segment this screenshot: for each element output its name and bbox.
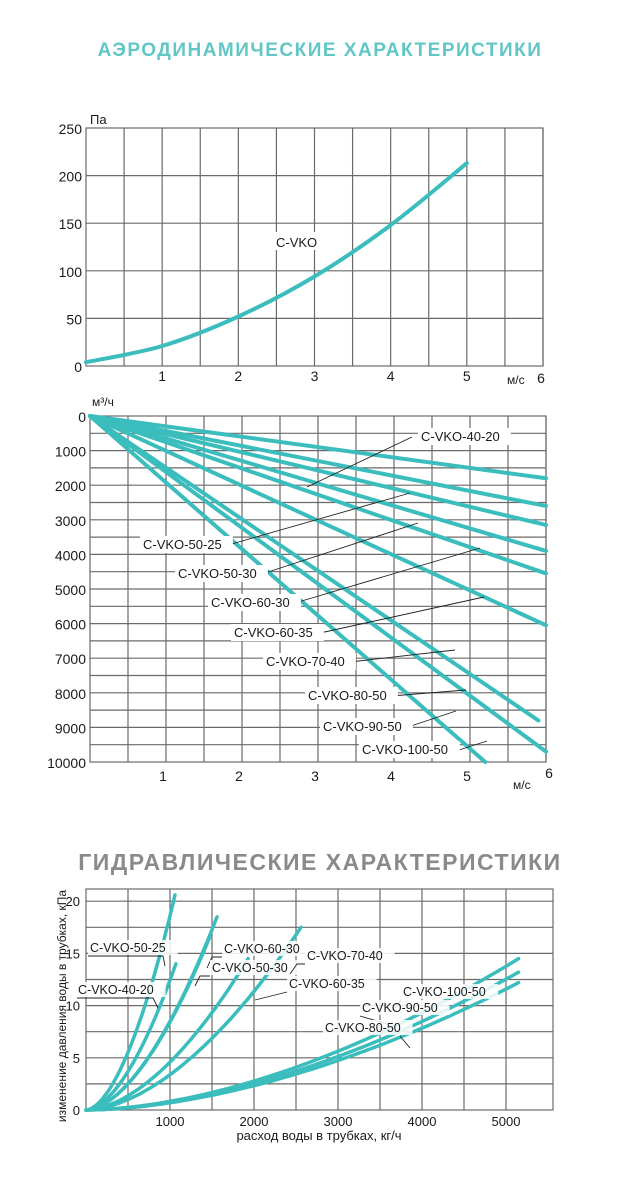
x-tick-label: 1 [159,768,167,784]
leader-line [400,1036,410,1048]
series-label-c-vko-40-20: C-VKO-40-20 [78,983,154,997]
y-tick-label: 8000 [54,685,86,702]
series-label-c-vko-60-30: C-VKO-60-30 [211,595,290,610]
y-tick-label: 15 [65,946,80,962]
y-tick-label: 7000 [54,651,86,668]
x-tick-label: 4 [387,768,395,784]
x-tick-label: 4000 [407,1114,437,1129]
series-label-c-vko-60-35: C-VKO-60-35 [234,625,313,640]
y-tick-label: 250 [58,121,82,137]
x-tick-label: 6 [537,370,545,386]
y-tick-label: 0 [72,1103,80,1118]
aero-title: АЭРОДИНАМИЧЕСКИЕ ХАРАКТЕРИСТИКИ [97,40,543,61]
pressure-chart [0,0,640,400]
series-label-c-vko: C-VKO [276,235,318,250]
y-tick-label: 20 [65,894,80,910]
series-label-c-vko-50-25: C-VKO-50-25 [90,941,166,955]
y-tick-label: 150 [58,216,82,233]
y-tick-label: 9000 [54,720,86,737]
x-tick-label: 5 [462,368,471,384]
y-tick-label: 2000 [54,478,86,495]
y-tick-label: 50 [66,311,82,328]
y-axis-unit: Па [90,112,107,127]
series-label-c-vko-90-50: C-VKO-90-50 [362,1001,438,1015]
x-tick-label: 2 [234,368,243,384]
y-tick-label: 1000 [54,443,86,460]
x-tick-label: 6 [545,765,553,781]
x-tick-label: 4 [386,368,395,384]
series-label-c-vko-70-40: C-VKO-70-40 [266,654,345,669]
x-tick-label: 1 [158,368,167,384]
y-tick-label: 4000 [54,547,86,564]
leader-line [195,976,210,986]
x-tick-label: 2000 [239,1114,269,1129]
airflow-chart [0,390,640,800]
series-label-c-vko-70-40: C-VKO-70-40 [307,949,383,963]
y-tick-label: 0 [78,409,86,425]
series-label-c-vko-80-50: C-VKO-80-50 [308,688,387,703]
series-label-c-vko-50-30: C-VKO-50-30 [178,566,257,581]
y-tick-label: 10000 [47,755,86,771]
x-axis-unit: м/с [513,778,531,792]
series-label-c-vko-60-35: C-VKO-60-35 [289,977,365,991]
y-tick-label: 0 [74,359,82,375]
x-tick-label: 3000 [323,1114,353,1129]
x-tick-label: 1000 [155,1114,185,1129]
series-label-c-vko-90-50: C-VKO-90-50 [323,719,402,734]
hydro-title: ГИДРАВЛИЧЕСКИЕ ХАРАКТЕРИСТИКИ [78,849,562,875]
y-tick-label: 3000 [54,512,86,529]
x-axis-unit: м/с [507,373,525,387]
x-axis-label: расход воды в трубках, кг/ч [236,1128,402,1143]
y-tick-label: 6000 [54,616,86,633]
y-tick-label: 10 [65,998,80,1014]
x-tick-label: 5 [463,768,471,784]
water-pressure-chart [0,880,640,1180]
series-label-c-vko-100-50: C-VKO-100-50 [362,742,448,757]
series-label-c-vko-80-50: C-VKO-80-50 [325,1021,401,1035]
series-label-c-vko-40-20: C-VKO-40-20 [421,429,500,444]
y-axis-label: изменение давления воды в трубках, кПа [55,889,69,1123]
x-tick-label: 3 [311,768,319,784]
series-label-c-vko-50-25: C-VKO-50-25 [143,537,222,552]
x-tick-label: 2 [235,768,243,784]
leader-line [255,992,287,1000]
series-label-c-vko-50-30: C-VKO-50-30 [212,961,288,975]
leader-line [88,956,165,966]
x-tick-label: 5000 [491,1114,521,1129]
series-label-c-vko-60-30: C-VKO-60-30 [224,942,300,956]
y-tick-label: 100 [58,263,82,280]
y-tick-label: 200 [58,168,82,185]
series-line-c-vko-80-50 [86,983,519,1110]
series-label-c-vko-100-50: C-VKO-100-50 [403,985,486,999]
y-tick-label: 5000 [54,582,86,598]
y-axis-unit: м³/ч [92,395,114,409]
x-tick-label: 3 [310,368,319,384]
y-tick-label: 5 [72,1050,80,1066]
